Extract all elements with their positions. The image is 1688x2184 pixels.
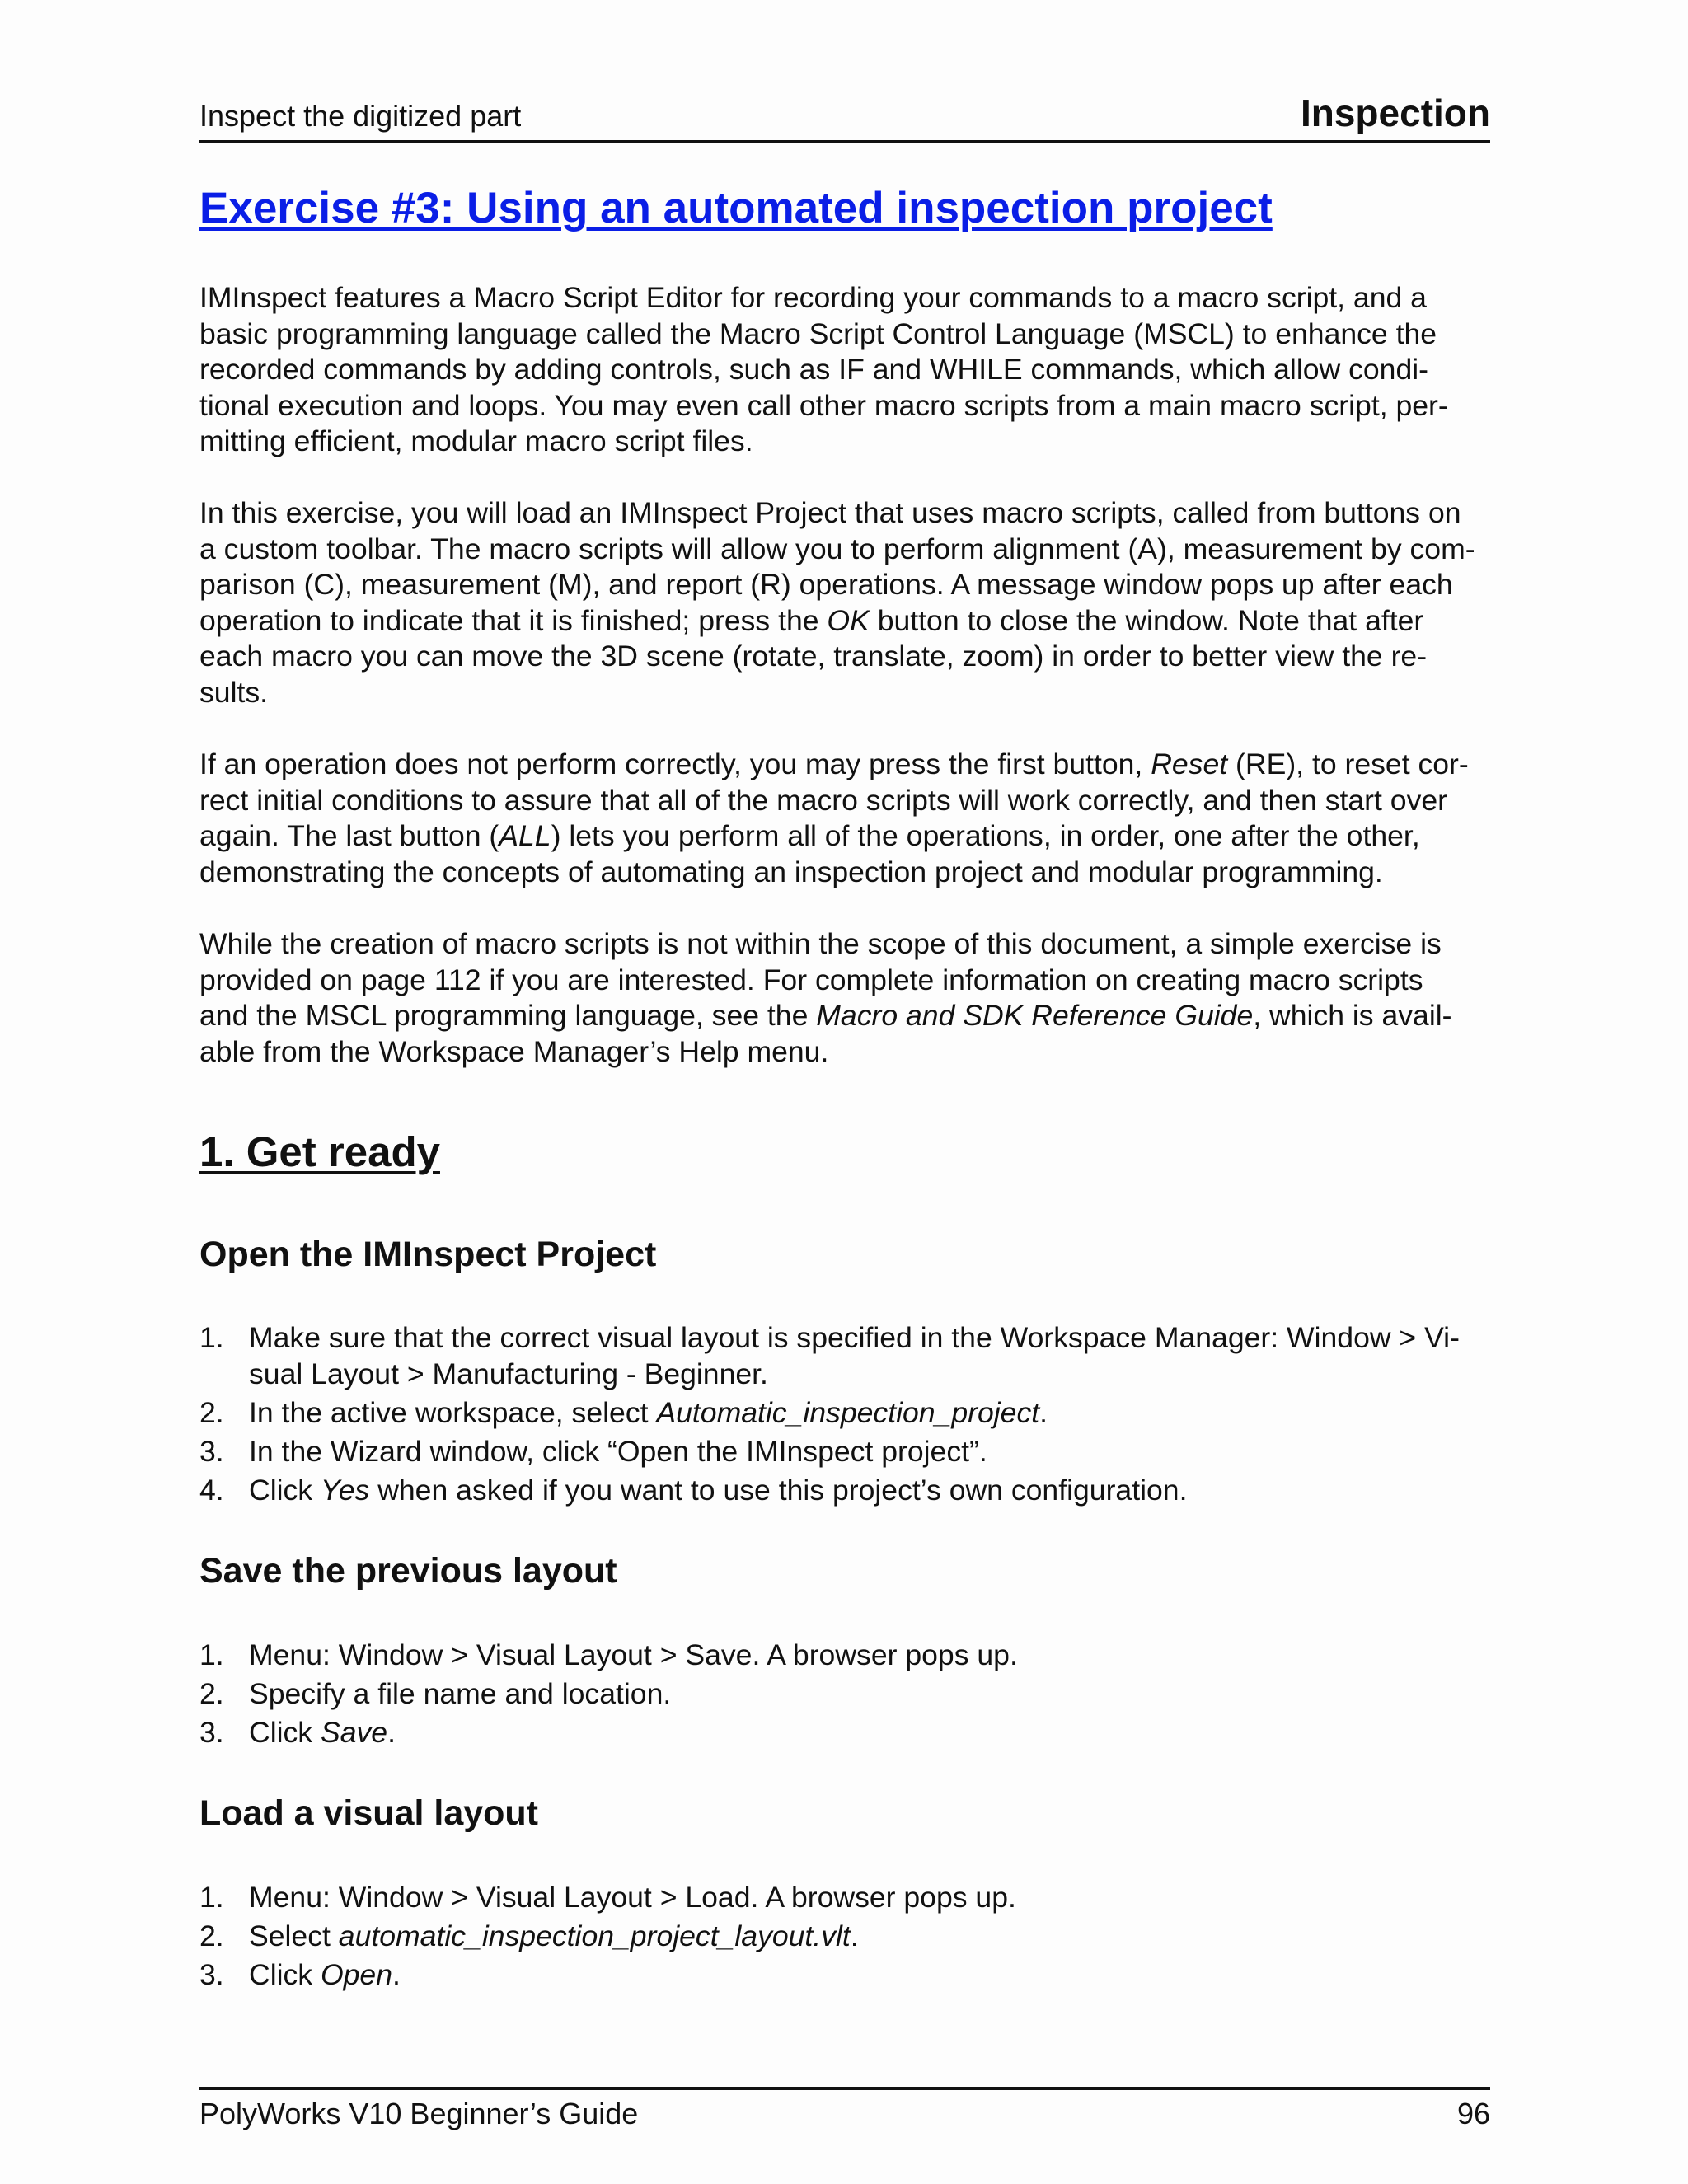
text-run: IMInspect features a Macro Script Editor for recording your commands to a macro script, and a xyxy=(199,281,1427,314)
list-item-number: 1. xyxy=(199,1881,224,1914)
text-run: Select xyxy=(249,1919,339,1952)
italic-text: Macro and SDK Reference Guide xyxy=(816,999,1254,1033)
italic-text: Open xyxy=(320,1958,393,1991)
text-run: While the creation of macro scripts is not within the scope of this document, a simple exercise is xyxy=(199,927,1442,960)
document-page xyxy=(199,0,1490,2184)
list-item xyxy=(199,1472,1490,1508)
text-run: . xyxy=(850,1919,859,1952)
list-item-text xyxy=(249,1918,1490,1954)
text-run: . xyxy=(387,1716,396,1749)
list-item xyxy=(199,1714,1490,1750)
subheading-save-layout: Save the previous layout xyxy=(199,1551,617,1591)
text-run: Click xyxy=(249,1474,321,1507)
paragraph-line xyxy=(199,316,1490,353)
italic-text: Automatic_inspection_project xyxy=(656,1396,1040,1429)
text-run: , which is avail- xyxy=(1253,999,1452,1033)
text-run: Specify a file name and location. xyxy=(249,1677,672,1710)
paragraph-line xyxy=(199,818,1490,855)
italic-text: ALL xyxy=(499,819,551,853)
page-footer xyxy=(199,2087,1490,2130)
list-item-text xyxy=(249,1319,1490,1356)
text-run: parison (C), measurement (M), and report (R) operations. A message window pops up after each xyxy=(199,568,1453,602)
text-run: tional execution and loops. You may even call other macro scripts from a main macro script, per- xyxy=(199,388,1448,422)
italic-text: Reset xyxy=(1151,748,1228,780)
page-header xyxy=(199,86,1490,143)
text-run: again. The last button ( xyxy=(199,819,499,853)
steps-open-project xyxy=(199,1319,1490,1511)
paragraph-exercise xyxy=(199,495,1490,711)
text-run: sual Layout > Manufacturing - Beginner. xyxy=(249,1357,768,1390)
list-item xyxy=(199,1637,1490,1673)
italic-text: automatic_inspection_project_layout.vlt xyxy=(338,1919,851,1952)
list-item-number: 3. xyxy=(199,1716,224,1749)
text-run: In this exercise, you will load an IMInspect Project that uses macro scripts, called from buttons on xyxy=(199,496,1461,529)
paragraph-line xyxy=(199,675,1490,711)
paragraph-line xyxy=(199,747,1490,783)
text-run: when asked if you want to use this project’s own configuration. xyxy=(369,1474,1188,1507)
italic-text: Yes xyxy=(320,1474,370,1507)
list-item-number: 3. xyxy=(199,1958,224,1991)
text-run: demonstrating the concepts of automating an inspection project and modular programming. xyxy=(199,855,1383,888)
list-item-number: 3. xyxy=(199,1435,224,1468)
footer-guide-title: PolyWorks V10 Beginner’s Guide xyxy=(199,2097,639,2130)
text-run: mitting efficient, modular macro script files. xyxy=(199,424,753,458)
list-item xyxy=(199,1433,1490,1469)
text-run: Click xyxy=(249,1958,321,1991)
list-item xyxy=(199,1394,1490,1431)
list-item-number: 2. xyxy=(199,1396,224,1429)
text-run: provided on page 112 if you are interested. For complete information on creating macro scripts xyxy=(199,963,1423,996)
text-run: recorded commands by adding controls, such as IF and WHILE commands, which allow condi- xyxy=(199,353,1428,387)
text-run: Menu: Window > Visual Layout > Load. A browser pops up. xyxy=(249,1881,1016,1914)
list-item xyxy=(199,1918,1490,1954)
paragraph-intro xyxy=(199,280,1490,460)
steps-save-layout xyxy=(199,1637,1490,1753)
paragraph-line xyxy=(199,280,1490,316)
list-item-text xyxy=(249,1675,1490,1712)
list-item-number: 4. xyxy=(199,1474,224,1507)
text-run: able from the Workspace Manager’s Help menu. xyxy=(199,1034,829,1068)
list-item-number: 2. xyxy=(199,1677,224,1710)
header-chapter-title: Inspection xyxy=(1300,91,1490,134)
list-item-number: 2. xyxy=(199,1919,224,1952)
text-run: operation to indicate that it is finished; press the xyxy=(199,603,828,637)
text-run: each macro you can move the 3D scene (rotate, translate, zoom) in order to better view the re- xyxy=(199,640,1428,673)
text-run: ) lets you perform all of the operations, in order, one after the other, xyxy=(551,819,1420,853)
paragraph-line xyxy=(199,998,1490,1034)
footer-page-number: 96 xyxy=(1456,2097,1490,2130)
paragraph-line xyxy=(199,388,1490,424)
text-run: a custom toolbar. The macro scripts will allow you to perform alignment (A), measurement by com- xyxy=(199,532,1475,565)
subheading-load-layout: Load a visual layout xyxy=(199,1793,538,1833)
paragraph-line xyxy=(199,424,1490,460)
text-run: and the MSCL programming language, see the xyxy=(199,999,817,1033)
paragraph-line xyxy=(199,783,1490,819)
text-run: Click xyxy=(249,1716,321,1749)
text-run: . xyxy=(1039,1396,1048,1429)
paragraph-line xyxy=(199,926,1490,963)
paragraph-line xyxy=(199,963,1490,999)
paragraph-macro-reference xyxy=(199,926,1490,1070)
text-run: . xyxy=(392,1958,401,1991)
text-run: rect initial conditions to assure that all of the macro scripts will work correctly, and then start over xyxy=(199,783,1447,817)
paragraph-line xyxy=(199,855,1490,891)
italic-text: Save xyxy=(320,1716,388,1749)
paragraph-line xyxy=(199,639,1490,675)
text-run: Menu: Window > Visual Layout > Save. A browser pops up. xyxy=(249,1638,1018,1671)
paragraph-line xyxy=(199,1034,1490,1071)
steps-load-layout xyxy=(199,1879,1490,1995)
list-item-text xyxy=(249,1714,1490,1750)
list-item-text xyxy=(249,1356,1490,1392)
list-item-text xyxy=(249,1957,1490,1993)
text-run: Make sure that the correct visual layout is specified in the Workspace Manager: Window > Vi- xyxy=(249,1321,1460,1354)
text-run: (RE), to reset cor- xyxy=(1227,748,1469,780)
text-run: button to close the window. Note that after xyxy=(869,603,1424,637)
list-item xyxy=(199,1957,1490,1993)
list-item-text xyxy=(249,1879,1490,1915)
list-item-number: 1. xyxy=(199,1638,224,1671)
list-item-text xyxy=(249,1394,1490,1431)
paragraph-line xyxy=(199,532,1490,568)
text-run: In the Wizard window, click “Open the IMInspect project”. xyxy=(249,1435,987,1468)
paragraph-line xyxy=(199,495,1490,532)
paragraph-line xyxy=(199,352,1490,388)
subheading-open-project: Open the IMInspect Project xyxy=(199,1235,657,1274)
list-item-text xyxy=(249,1433,1490,1469)
list-item-number: 1. xyxy=(199,1321,224,1354)
section-heading-get-ready: 1. Get ready xyxy=(199,1128,440,1175)
text-run: In the active workspace, select xyxy=(249,1396,657,1429)
list-item xyxy=(199,1879,1490,1915)
text-run: If an operation does not perform correctly, you may press the first button, xyxy=(199,748,1151,780)
text-run: sults. xyxy=(199,675,269,709)
italic-text: OK xyxy=(827,603,870,637)
paragraph-reset xyxy=(199,747,1490,890)
paragraph-line xyxy=(199,567,1490,603)
header-section-title: Inspect the digitized part xyxy=(199,99,522,133)
list-item-text xyxy=(249,1472,1490,1508)
text-run: basic programming language called the Macro Script Control Language (MSCL) to enhance the xyxy=(199,316,1437,350)
exercise-title-link[interactable]: Exercise #3: Using an automated inspection project xyxy=(199,184,1273,232)
paragraph-line xyxy=(199,603,1490,640)
list-item xyxy=(199,1675,1490,1712)
list-item xyxy=(199,1319,1490,1392)
list-item-text xyxy=(249,1637,1490,1673)
